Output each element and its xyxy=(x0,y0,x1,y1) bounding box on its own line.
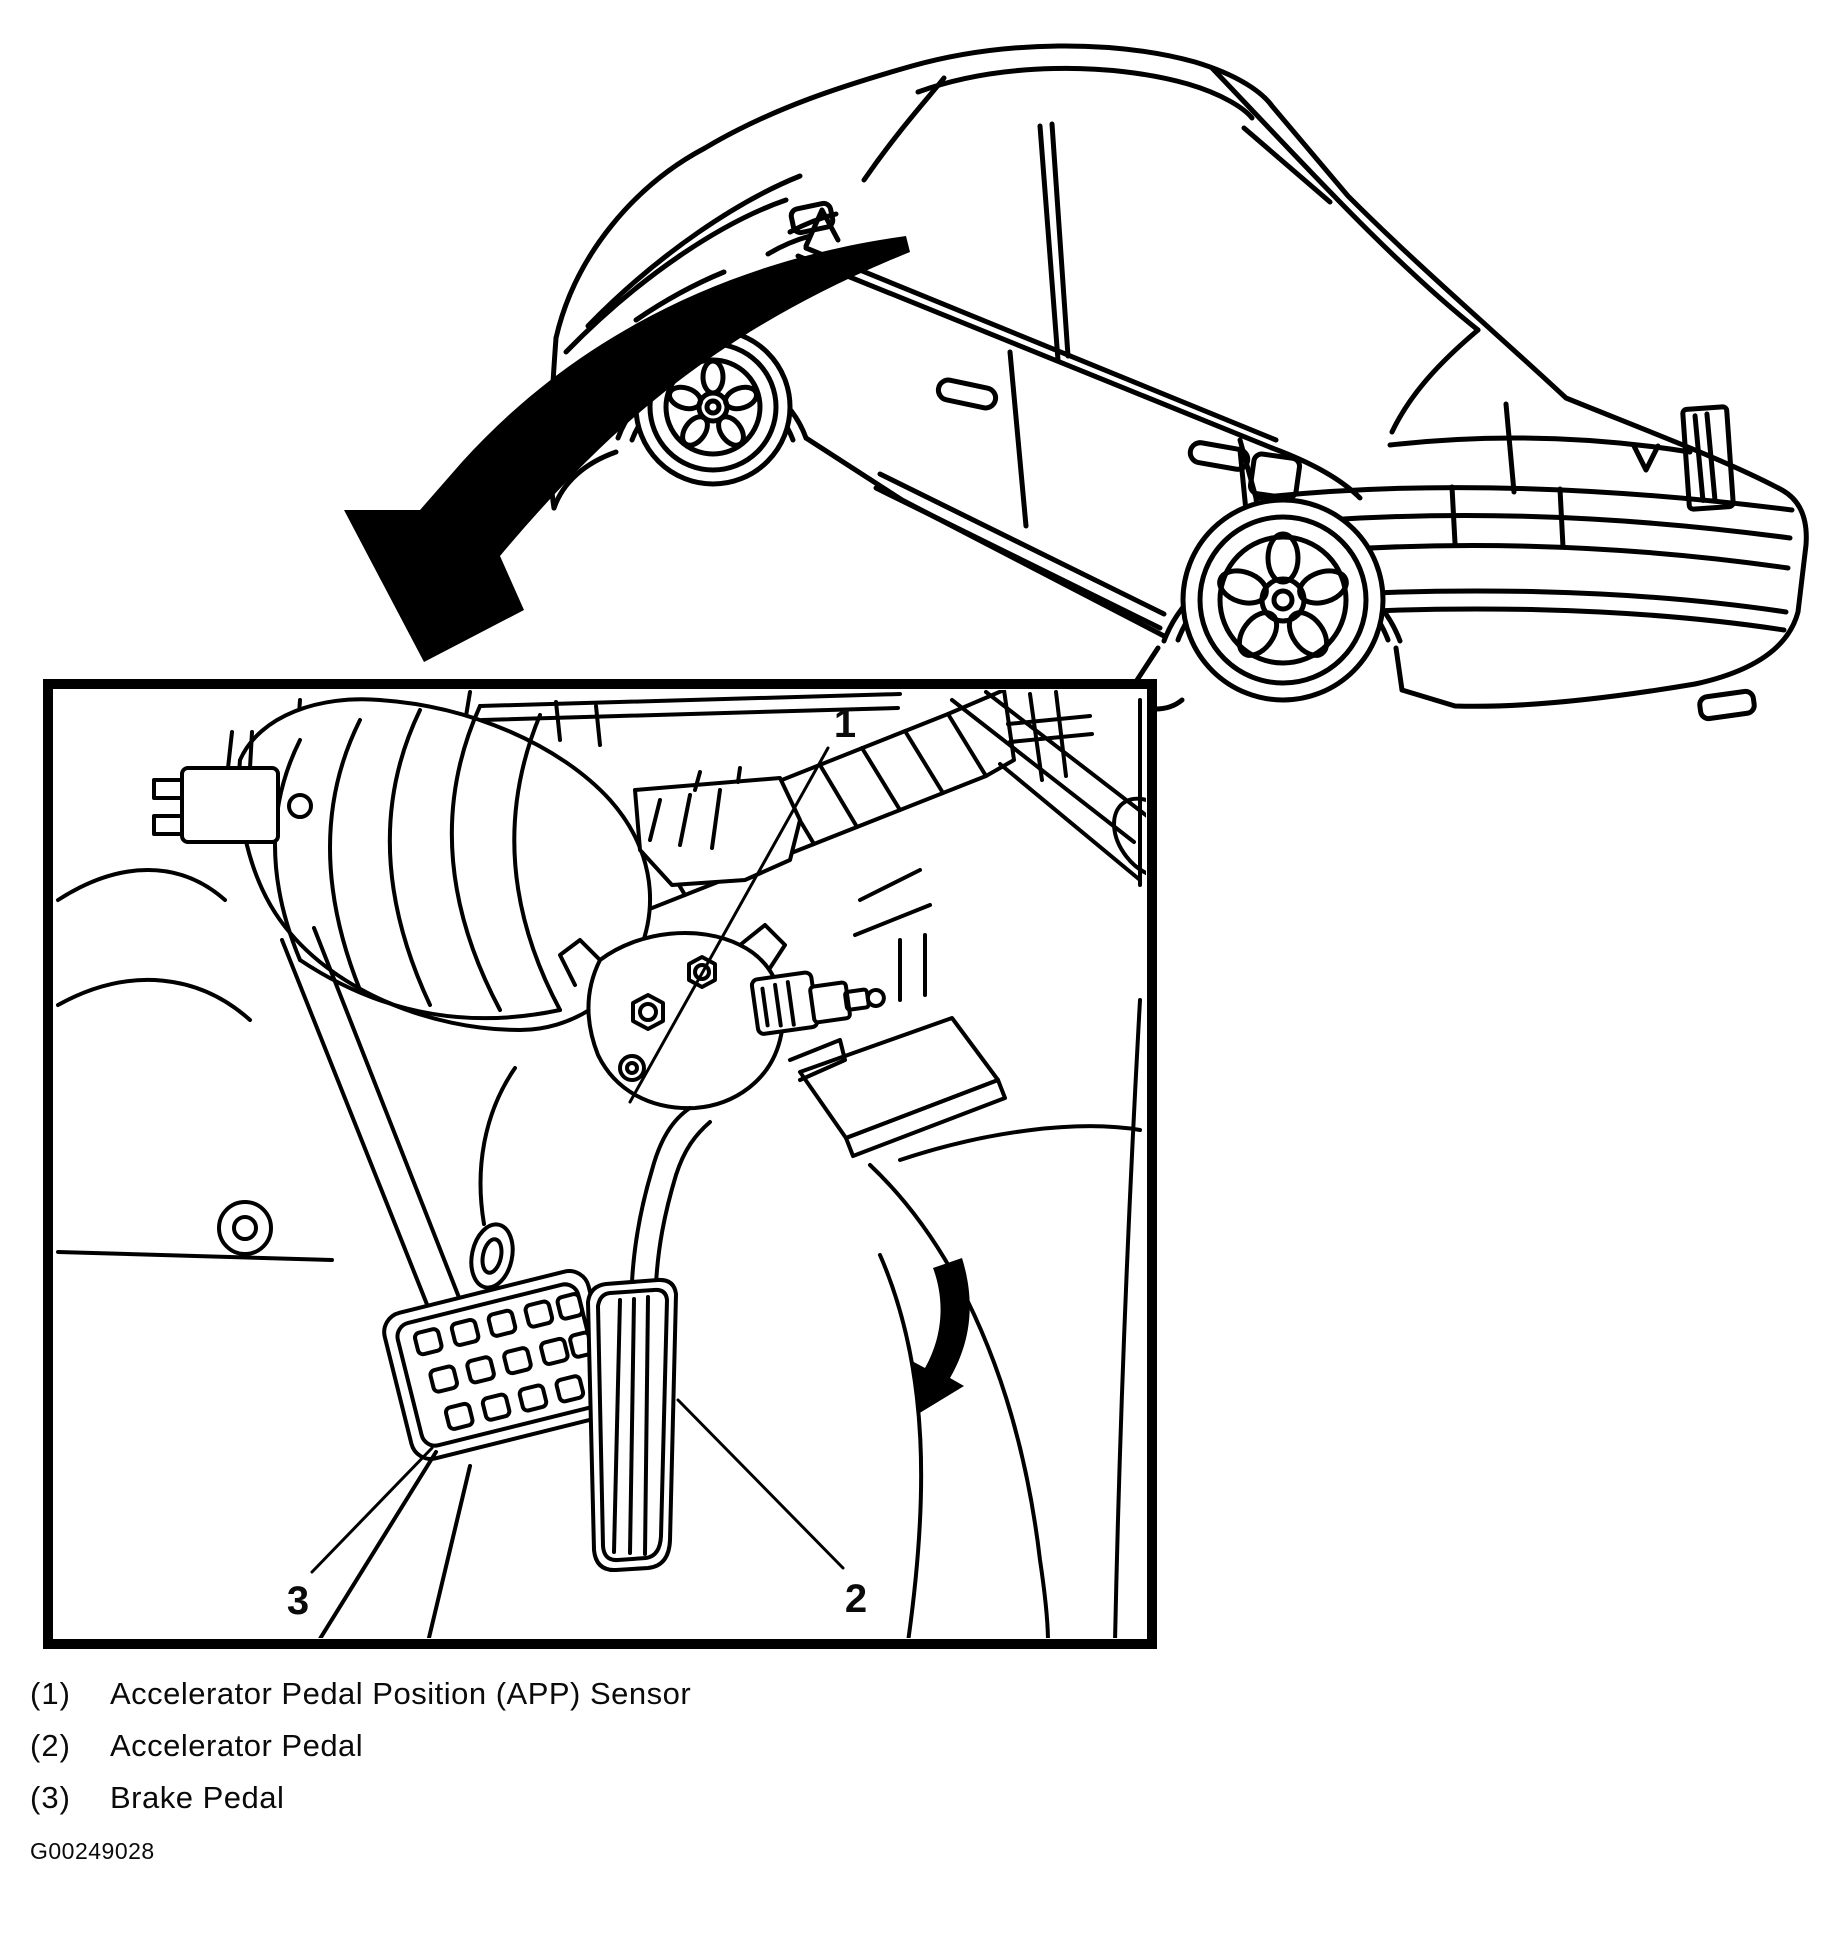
legend-number: (3) xyxy=(30,1780,71,1815)
car-illustration xyxy=(550,46,1806,720)
legend-label: Brake Pedal xyxy=(110,1780,285,1815)
legend-number: (1) xyxy=(30,1676,71,1711)
b-pillar xyxy=(1040,124,1068,360)
trunk-crease xyxy=(1392,330,1478,432)
a-pillar xyxy=(864,78,944,180)
legend xyxy=(30,1668,691,1824)
figure-id: G00249028 xyxy=(30,1838,155,1864)
wiper-arc-2 xyxy=(768,236,810,254)
rocker-line xyxy=(806,438,1164,636)
legend-item-3 xyxy=(30,1772,691,1824)
trunk-lip xyxy=(1390,438,1690,452)
legend-item-2 xyxy=(30,1720,691,1772)
c-pillar-inner xyxy=(1244,128,1330,202)
legend-label: Accelerator Pedal xyxy=(110,1728,364,1763)
exhaust-tip xyxy=(1699,690,1756,719)
side-molding-2 xyxy=(876,488,1160,628)
legend-number: (2) xyxy=(30,1728,71,1763)
backlight-edge xyxy=(1212,68,1478,330)
trunk-emblem xyxy=(1634,446,1658,470)
callout-3: 3 xyxy=(286,1579,310,1623)
roof-inner-line xyxy=(918,68,1252,118)
callout-2: 2 xyxy=(844,1577,868,1621)
beltline xyxy=(798,248,1276,448)
bumper-end xyxy=(1396,648,1402,690)
trunk-shut-line xyxy=(1506,404,1514,492)
inset-detail-box xyxy=(48,684,1201,1644)
legend-item-1 xyxy=(30,1668,691,1720)
legend-label: Accelerator Pedal Position (APP) Sensor xyxy=(110,1676,692,1711)
front-door-handle xyxy=(937,378,998,410)
callout-1: 1 xyxy=(833,702,857,746)
rear-wheel xyxy=(1183,500,1383,700)
